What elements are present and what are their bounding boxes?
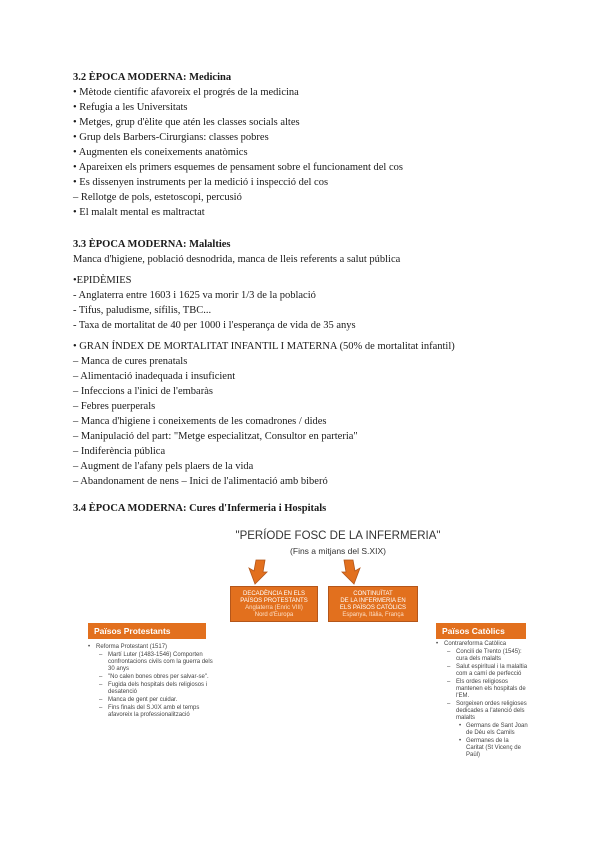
list-item: – Manca de gent per cuidar. xyxy=(88,697,213,704)
list-item: – Manipulació del part: "Metge especialitzat, Consultor en parteria" xyxy=(73,431,358,442)
list-item: – Febres puerperals xyxy=(73,401,156,412)
arrow-down-left-icon xyxy=(243,558,273,586)
section-heading: 3.4 ÈPOCA MODERNA: Cures d'Infermeria i Hospitals xyxy=(73,503,327,514)
list-item: – Salut espiritual i la malaltia com a camí de perfecció xyxy=(436,664,528,678)
list-item: • Es dissenyen instruments per la medició i inspecció del cos xyxy=(73,177,329,188)
diagram-title: "PERÍODE FOSC DE LA INFERMERIA" xyxy=(235,530,441,542)
list-item: • Germanes de la Caritat (St Vicenç de Paül) xyxy=(436,738,528,759)
list-item: – Rellotge de pols, estetoscopi, percusió xyxy=(73,192,242,203)
catholic-list xyxy=(436,641,528,760)
list-item: • Refugia a les Universitats xyxy=(73,102,188,113)
list-item: – Manca de cures prenatals xyxy=(73,356,188,367)
section-medicina xyxy=(73,70,553,220)
list-item: – Indiferència pública xyxy=(73,446,166,457)
list-item: – Augment de l'afany pels plaers de la vida xyxy=(73,461,254,472)
subsection-title: •EPIDÈMIES xyxy=(73,275,132,286)
list-item: – Fugida dels hospitals dels religiosos i desatenció xyxy=(88,682,213,696)
catholic-header: Països Catòlics xyxy=(436,623,526,639)
subsection-title: • GRAN ÍNDEX DE MORTALITAT INFANTIL I MATERNA (50% de mortalitat infantil) xyxy=(73,341,455,352)
list-item: – Infeccions a l'inici de l'embaràs xyxy=(73,386,213,397)
list-item: • Apareixen els primers esquemes de pensament sobre el funcionament del cos xyxy=(73,162,403,173)
protestant-list xyxy=(88,644,213,720)
list-item: – Fins finals del S.XIX amb el temps afavoreix la professionalització xyxy=(88,705,213,719)
list-item: - Tifus, paludisme, sífilis, TBC... xyxy=(73,305,212,316)
list-item: - Taxa de mortalitat de 40 per 1000 i l'esperança de vida de 35 anys xyxy=(73,320,356,331)
section-heading: 3.3 ÈPOCA MODERNA: Malalties xyxy=(73,239,231,250)
list-item: – Alimentació inadequada i insuficient xyxy=(73,371,236,382)
arrow-down-right-icon xyxy=(338,558,368,586)
list-item: • Metges, grup d'èlite que atén les classes socials altes xyxy=(73,117,300,128)
section-cures xyxy=(73,501,553,516)
decline-protestant-box: DECADÈNCIA EN ELS PAÏSOS PROTESTANTS Anglaterra (Enric VIII) Nord d'Europa xyxy=(230,586,318,622)
diagram-subtitle: (Fins a mitjans del S.XIX) xyxy=(290,546,386,556)
list-item: – "No calen bones obres per salvar-se". xyxy=(88,674,213,681)
protestant-header: Països Protestants xyxy=(88,623,206,639)
list-item: – Els ordes religiosos mantenen els hospitals de l'EM. xyxy=(436,679,528,700)
section-intro: Manca d'higiene, població desnodrida, manca de lleis referents a salut pública xyxy=(73,254,401,265)
list-item: • Mètode científic afavoreix el progrés de la medicina xyxy=(73,87,299,98)
list-item: • Contrareforma Catòlica xyxy=(436,641,528,648)
section-heading: 3.2 ÈPOCA MODERNA: Medicina xyxy=(73,72,232,83)
list-item: – Martí Luter (1483-1546) Comporten confrontacions civils com la guerra dels 30 anys xyxy=(88,652,213,673)
list-item: • El malalt mental es maltractat xyxy=(73,207,205,218)
nursing-diagram xyxy=(88,530,528,758)
list-item: – Manca d'higiene i coneixements de les comadrones / dides xyxy=(73,416,327,427)
section-malalties xyxy=(73,237,553,489)
list-item: • Augmenten els coneixements anatòmics xyxy=(73,147,248,158)
continuity-catholic-box: CONTINUÏTAT DE LA INFERMERIA EN ELS PAÏSOS CATÒLICS Espanya, Itàlia, França xyxy=(328,586,418,622)
list-item: • Grup dels Barbers-Cirurgians: classes pobres xyxy=(73,132,269,143)
list-item: • Germans de Sant Joan de Déu els Camils xyxy=(436,723,528,737)
list-item: • Reforma Protestant (1517) xyxy=(88,644,213,651)
list-item: – Abandonament de nens – Inici de l'alimentació amb biberó xyxy=(73,476,328,487)
list-item: – Sorgeixen ordes religioses dedicades a l'atenció dels malalts xyxy=(436,701,528,722)
list-item: - Anglaterra entre 1603 i 1625 va morir 1/3 de la població xyxy=(73,290,316,301)
list-item: – Concili de Trento (1545): cura dels malalts xyxy=(436,649,528,663)
